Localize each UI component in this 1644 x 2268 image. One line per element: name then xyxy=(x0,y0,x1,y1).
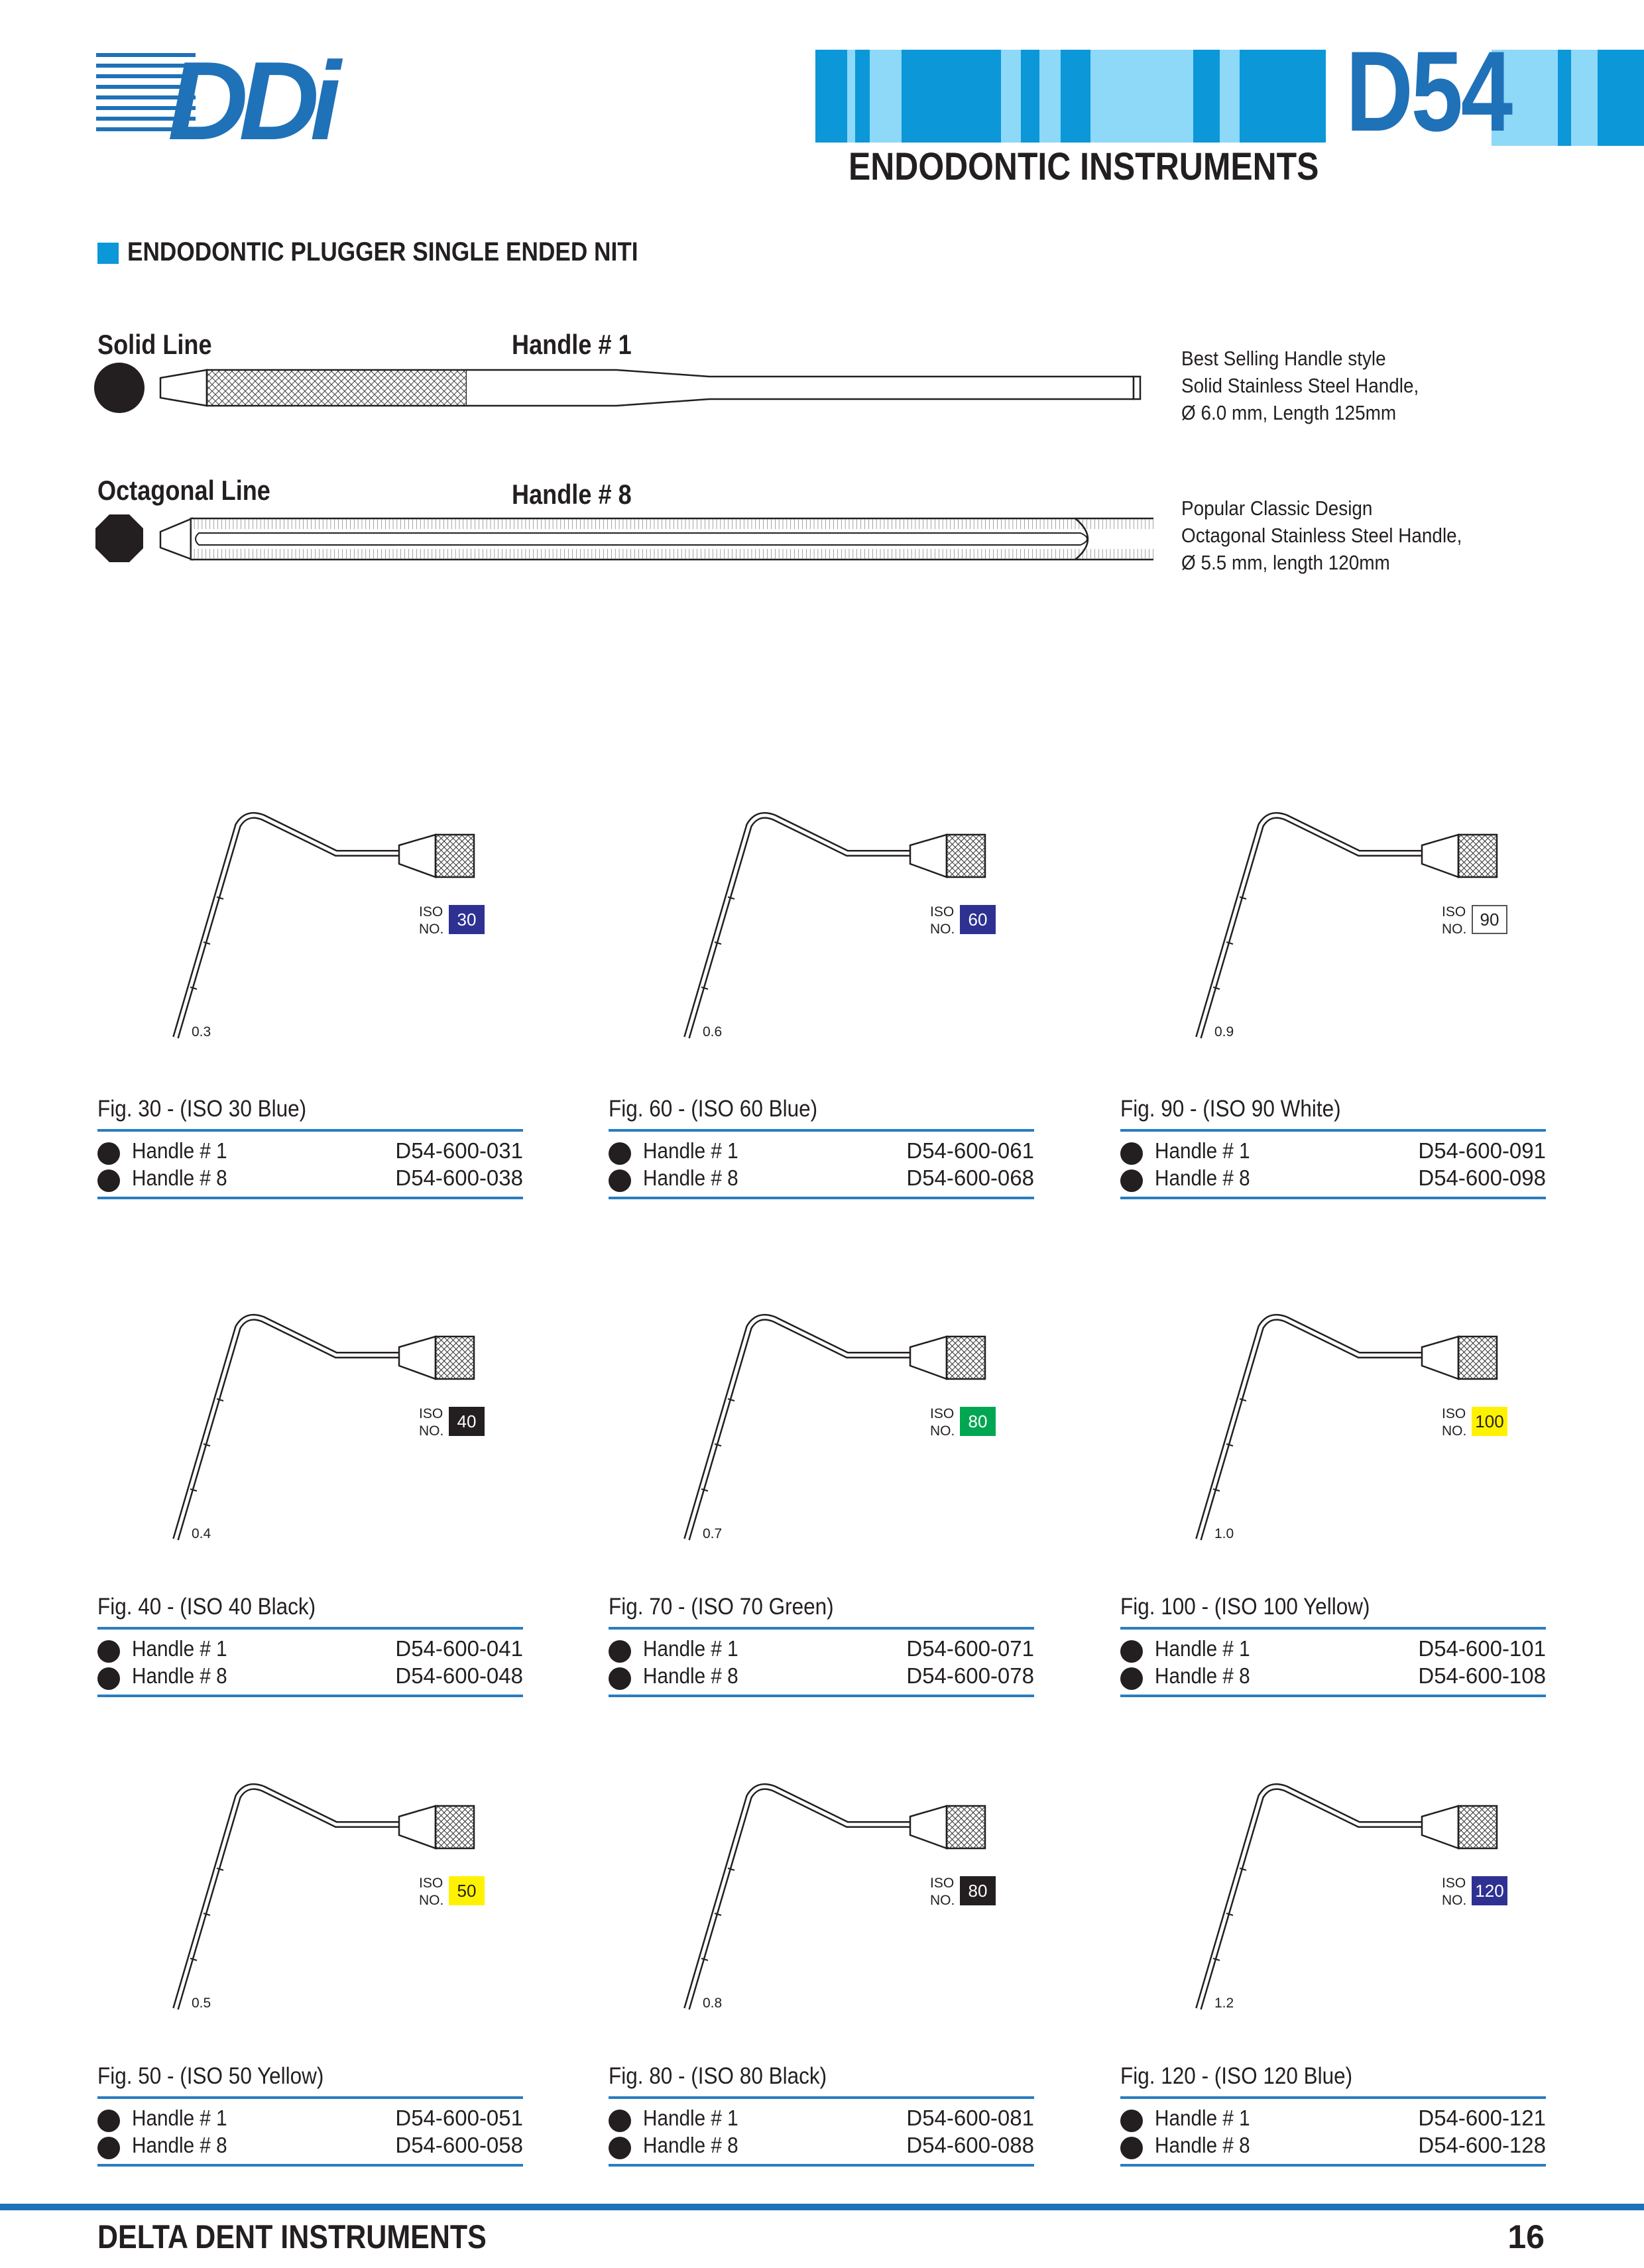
table-bottom-rule xyxy=(609,1695,1034,1697)
ddi-logo xyxy=(96,45,348,145)
figure-caption: Fig. 120 - (ISO 120 Blue) xyxy=(1120,2063,1353,2089)
bullet-icon xyxy=(609,1667,631,1690)
caption-rule xyxy=(1120,1129,1546,1132)
handle-type: Handle # 8 xyxy=(132,1165,227,1190)
iso-label: ISO NO. xyxy=(930,1406,955,1439)
iso-label: ISO NO. xyxy=(930,1876,955,1908)
bullet-icon xyxy=(609,2110,631,2132)
table-bottom-rule xyxy=(97,1695,523,1697)
plugger-drawing xyxy=(1187,806,1644,1044)
product-row xyxy=(1120,1636,1546,1663)
round-handle-icon xyxy=(94,363,145,413)
handle-type: Handle # 8 xyxy=(1155,1165,1250,1190)
handle-type: Handle # 8 xyxy=(132,2133,227,2157)
handle-type: Handle # 8 xyxy=(643,1165,738,1190)
bullet-icon xyxy=(97,1142,120,1165)
handle-type: Handle # 1 xyxy=(132,1138,227,1163)
iso-label: ISO NO. xyxy=(1442,1406,1467,1439)
product-code: D54-600-071 xyxy=(906,1636,1034,1661)
caption-rule xyxy=(97,1627,523,1630)
figure-caption: Fig. 90 - (ISO 90 White) xyxy=(1120,1096,1341,1122)
caption-rule xyxy=(609,2096,1034,2099)
bullet-icon xyxy=(1120,1640,1143,1663)
product-row xyxy=(97,2133,523,2159)
iso-color-badge: 100 xyxy=(1472,1407,1507,1436)
plugger-figure xyxy=(1187,1777,1644,2011)
bullet-icon xyxy=(609,1640,631,1663)
tip-diameter: 1.0 xyxy=(1214,1526,1234,1541)
product-code: D54-600-031 xyxy=(395,1138,523,1163)
iso-color-badge: 90 xyxy=(1472,905,1507,934)
tip-diameter: 0.3 xyxy=(192,1024,211,1040)
bullet-icon xyxy=(609,2137,631,2159)
bullet-icon xyxy=(609,1142,631,1165)
handle-type: Handle # 8 xyxy=(132,1663,227,1688)
plugger-drawing xyxy=(675,1307,1139,1546)
product-code: D54-600-058 xyxy=(395,2133,523,2157)
product-code: D54-600-078 xyxy=(906,1663,1034,1688)
plugger-drawing xyxy=(675,1777,1139,2015)
figure-caption: Fig. 80 - (ISO 80 Black) xyxy=(609,2063,827,2089)
product-row xyxy=(609,2106,1034,2132)
iso-label: ISO NO. xyxy=(419,1876,444,1908)
bullet-icon xyxy=(97,1667,120,1690)
product-code: D54-600-088 xyxy=(906,2133,1034,2157)
product-row xyxy=(97,2106,523,2132)
table-bottom-rule xyxy=(97,1197,523,1199)
product-row xyxy=(609,1165,1034,1192)
solid-line-label: Solid Line xyxy=(97,329,212,360)
solid-handle-drawing xyxy=(93,358,1153,418)
plugger-figure xyxy=(164,1777,628,2011)
product-row xyxy=(609,2133,1034,2159)
plugger-drawing xyxy=(1187,1777,1644,2015)
iso-color-badge: 80 xyxy=(960,1407,996,1436)
handle-type: Handle # 1 xyxy=(1155,1138,1250,1163)
bullet-icon xyxy=(97,1640,120,1663)
bullet-icon xyxy=(1120,1667,1143,1690)
iso-color-badge: 120 xyxy=(1472,1876,1507,1905)
tip-diameter: 0.4 xyxy=(192,1526,211,1541)
figure-caption: Fig. 50 - (ISO 50 Yellow) xyxy=(97,2063,324,2089)
figure-caption: Fig. 30 - (ISO 30 Blue) xyxy=(97,1096,307,1122)
iso-label: ISO NO. xyxy=(419,904,444,937)
product-code: D54-600-048 xyxy=(395,1663,523,1688)
product-code: D54-600-091 xyxy=(1418,1138,1546,1163)
product-code: D54-600-101 xyxy=(1418,1636,1546,1661)
handle-type: Handle # 1 xyxy=(643,2106,738,2130)
plugger-figure xyxy=(675,1307,1139,1541)
product-row xyxy=(1120,2133,1546,2159)
tip-diameter: 1.2 xyxy=(1214,1996,1234,2011)
product-row xyxy=(1120,1663,1546,1690)
page-subtitle: ENDODONTIC INSTRUMENTS xyxy=(849,145,1319,188)
iso-color-badge: 40 xyxy=(449,1407,485,1436)
plugger-drawing xyxy=(675,806,1139,1044)
product-row xyxy=(97,1636,523,1663)
bullet-icon xyxy=(97,2137,120,2159)
handle-type: Handle # 1 xyxy=(643,1138,738,1163)
handle-type: Handle # 8 xyxy=(643,1663,738,1688)
octagonal-handle-description: Popular Classic Design Octagonal Stainless Steel Handle, Ø 5.5 mm, length 120mm xyxy=(1181,497,1462,574)
bullet-icon xyxy=(1120,2137,1143,2159)
product-row xyxy=(609,1138,1034,1165)
product-code: D54-600-068 xyxy=(906,1165,1034,1190)
page-number: 16 xyxy=(1507,2218,1545,2255)
product-row xyxy=(97,1165,523,1192)
product-code: D54-600-051 xyxy=(395,2106,523,2130)
table-bottom-rule xyxy=(609,1197,1034,1199)
plugger-figure xyxy=(164,806,628,1040)
catalog-code: D54 xyxy=(1346,28,1511,155)
solid-handle-description: Best Selling Handle style Solid Stainless Steel Handle, Ø 6.0 mm, Length 125mm xyxy=(1181,347,1419,424)
iso-color-badge: 80 xyxy=(960,1876,996,1905)
product-code: D54-600-061 xyxy=(906,1138,1034,1163)
iso-color-badge: 50 xyxy=(449,1876,485,1905)
plugger-figure xyxy=(675,1777,1139,2011)
tip-diameter: 0.8 xyxy=(703,1996,723,2011)
plugger-figure xyxy=(1187,1307,1644,1541)
handle-type: Handle # 1 xyxy=(1155,2106,1250,2130)
bullet-icon xyxy=(1120,1169,1143,1192)
octagon-handle-icon xyxy=(95,514,143,562)
caption-rule xyxy=(97,1129,523,1132)
table-bottom-rule xyxy=(97,2164,523,2167)
tip-diameter: 0.7 xyxy=(703,1526,723,1541)
product-row xyxy=(609,1663,1034,1690)
octagonal-line-label: Octagonal Line xyxy=(97,475,270,506)
product-row xyxy=(97,1663,523,1690)
handle-type: Handle # 8 xyxy=(1155,2133,1250,2157)
handle-1-label: Handle # 1 xyxy=(512,329,632,360)
table-bottom-rule xyxy=(1120,2164,1546,2167)
handle-type: Handle # 8 xyxy=(1155,1663,1250,1688)
tip-diameter: 0.5 xyxy=(192,1996,211,2011)
plugger-drawing xyxy=(164,1307,628,1546)
bullet-icon xyxy=(1120,1142,1143,1165)
footer-company: DELTA DENT INSTRUMENTS xyxy=(97,2218,487,2255)
bullet-icon xyxy=(609,1169,631,1192)
plugger-figure xyxy=(675,806,1139,1040)
plugger-drawing xyxy=(164,1777,628,2015)
bullet-icon xyxy=(97,2110,120,2132)
plugger-drawing xyxy=(164,806,628,1044)
product-code: D54-600-038 xyxy=(395,1165,523,1190)
tip-diameter: 0.6 xyxy=(703,1024,723,1040)
product-row xyxy=(1120,1138,1546,1165)
figure-caption: Fig. 100 - (ISO 100 Yellow) xyxy=(1120,1594,1370,1620)
bullet-icon xyxy=(97,1169,120,1192)
plugger-figure xyxy=(164,1307,628,1541)
iso-color-badge: 30 xyxy=(449,905,485,934)
handle-type: Handle # 8 xyxy=(643,2133,738,2157)
handle-type: Handle # 1 xyxy=(132,2106,227,2130)
bullet-icon xyxy=(1120,2110,1143,2132)
product-code: D54-600-098 xyxy=(1418,1165,1546,1190)
product-code: D54-600-128 xyxy=(1418,2133,1546,2157)
handle-type: Handle # 1 xyxy=(643,1636,738,1661)
plugger-figure xyxy=(1187,806,1644,1040)
iso-label: ISO NO. xyxy=(419,1406,444,1439)
section-title: ENDODONTIC PLUGGER SINGLE ENDED NITI xyxy=(127,237,638,267)
caption-rule xyxy=(1120,2096,1546,2099)
handle-type: Handle # 1 xyxy=(1155,1636,1250,1661)
header-color-banner xyxy=(815,50,1644,146)
iso-color-badge: 60 xyxy=(960,905,996,934)
product-code: D54-600-041 xyxy=(395,1636,523,1661)
iso-label: ISO NO. xyxy=(1442,1876,1467,1908)
product-code: D54-600-108 xyxy=(1418,1663,1546,1688)
figure-caption: Fig. 40 - (ISO 40 Black) xyxy=(97,1594,316,1620)
product-code: D54-600-121 xyxy=(1418,2106,1546,2130)
product-row xyxy=(1120,1165,1546,1192)
logo-text: DDi xyxy=(168,45,332,145)
figure-caption: Fig. 70 - (ISO 70 Green) xyxy=(609,1594,834,1620)
caption-rule xyxy=(1120,1627,1546,1630)
table-bottom-rule xyxy=(1120,1197,1546,1199)
plugger-drawing xyxy=(1187,1307,1644,1546)
product-row xyxy=(97,1138,523,1165)
iso-label: ISO NO. xyxy=(930,904,955,937)
product-row xyxy=(1120,2106,1546,2132)
product-code: D54-600-081 xyxy=(906,2106,1034,2130)
footer-rule xyxy=(0,2204,1644,2210)
caption-rule xyxy=(97,2096,523,2099)
iso-label: ISO NO. xyxy=(1442,904,1467,937)
handle-8-label: Handle # 8 xyxy=(512,479,632,510)
product-row xyxy=(609,1636,1034,1663)
caption-rule xyxy=(609,1627,1034,1630)
tip-diameter: 0.9 xyxy=(1214,1024,1234,1040)
handle-type: Handle # 1 xyxy=(132,1636,227,1661)
table-bottom-rule xyxy=(609,2164,1034,2167)
figure-caption: Fig. 60 - (ISO 60 Blue) xyxy=(609,1096,818,1122)
caption-rule xyxy=(609,1129,1034,1132)
table-bottom-rule xyxy=(1120,1695,1546,1697)
octagonal-handle-drawing xyxy=(93,509,1153,569)
section-bullet-icon xyxy=(97,243,119,264)
